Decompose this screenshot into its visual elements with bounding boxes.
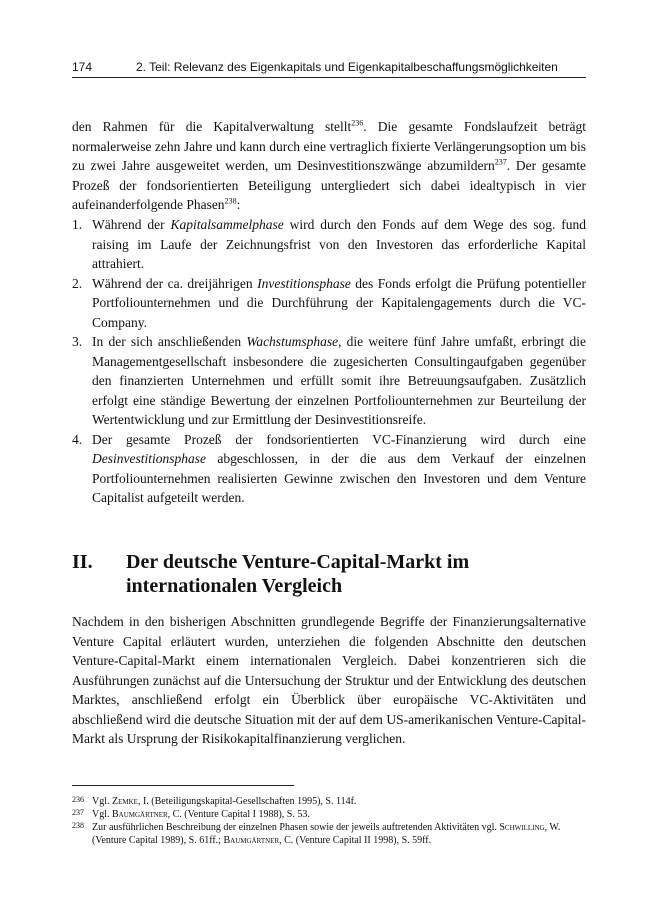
list-text: , die weitere fünf Jahre umfaßt, erbringt die Managementgesellschaft insbesondere die zugesicherten Consultingaufgaben gegenüber den finanzierten Unternehmen und erfüllt somit ihre Betreuungsaufgaben. Zusätzlich erfolgt eine ständige Bewertung der einzelnen Portfoliounternehmen zur Beurteilung der Wertentwicklung und zur Ermittlung der Desinvestitionsreife. — [92, 334, 586, 427]
footnote-text: Vgl. Baumgärtner, C. (Venture Capital I 1988), S. 53. — [92, 809, 310, 820]
author-name: Baumgärtner — [223, 835, 280, 846]
footnote-divider — [72, 785, 294, 786]
phase-term: Desinvestitionsphase — [92, 451, 206, 466]
footnote — [72, 821, 586, 847]
list-number: 1. — [72, 217, 83, 232]
intro-paragraph — [72, 117, 586, 215]
author-name: Zemke — [112, 796, 138, 807]
footnote-ref-237: 237 — [494, 157, 507, 167]
footnote-text: Vgl. Zemke, I. (Beteiligungskapital-Gesellschaften 1995), S. 114f. — [92, 796, 357, 807]
footnote-ref-238: 238 — [224, 196, 237, 206]
phase-term: Investitionsphase — [257, 275, 351, 291]
intro-text-1: den Rahmen für die Kapitalverwaltung stellt — [72, 119, 352, 134]
list-text: wird durch den Fonds auf dem Wege des sog. fund raising im Laufe der Zeichnungsfrist von den Investoren das erforderliche Kapital attrahiert. — [92, 217, 586, 271]
author-name: Schwilling — [499, 822, 545, 833]
list-item — [72, 215, 586, 274]
running-title: 2. Teil: Relevanz des Eigenkapitals und Eigenkapitalbeschaffungsmöglichkeiten — [136, 60, 558, 74]
intro-text-2: . Die gesamte Fondslaufzeit beträgt normalerweise zehn Jahre und kann durch eine vertraglich fixierte Verlängerungsoption um bis zu zwei Jahre ausgeweitet werden, um Desinvestitionszwänge abzumildern — [72, 119, 586, 173]
list-text: Der gesamte Prozeß der fondsorientierten VC-Finanzierung wird durch eine — [92, 431, 586, 447]
list-text: abgeschlossen, in der die aus dem Verkauf der einzelnen Portfoliounternehmen realisierten Gewinne zwischen den Investoren und dem Venture Capitalist aufgeteilt werden. — [92, 451, 586, 505]
list-item — [72, 274, 586, 333]
footnote — [72, 808, 586, 821]
footnote-number: 237 — [72, 808, 84, 817]
list-number: 2. — [72, 275, 83, 291]
running-header — [72, 60, 586, 78]
list-text: des Fonds erfolgt die Prüfung potentieller Portfoliounternehmen und die Durchführung der Kapitalengagements durch die VC-Company. — [92, 275, 586, 330]
section-heading — [72, 550, 586, 598]
list-text: In der sich anschließenden — [92, 334, 247, 349]
section-number: II. — [72, 551, 93, 573]
list-item — [72, 332, 586, 430]
phase-term: Kapitalsammelphase — [170, 217, 284, 232]
footnotes — [72, 795, 586, 847]
author-name: Baumgärtner — [112, 809, 168, 820]
list-number: 4. — [72, 431, 83, 447]
footnote-ref-236: 236 — [351, 118, 364, 128]
footnote-number: 236 — [72, 795, 84, 804]
list-number: 3. — [72, 334, 83, 349]
phase-list — [72, 215, 586, 508]
phase-term: Wachstumsphase — [246, 334, 339, 349]
footnote — [72, 795, 586, 808]
list-item — [72, 430, 586, 508]
list-text: Während der — [92, 217, 171, 232]
intro-text-3: . Der gesamte Prozeß der fondsorientierten Beteiligung untergliedert sich dabei idealtypisch in vier aufeinanderfolgende Phasen — [72, 158, 587, 212]
page-number: 174 — [72, 60, 93, 74]
footnote-number: 238 — [72, 821, 84, 830]
list-text: Während der ca. dreijährigen — [92, 275, 258, 291]
section-title: Der deutsche Venture-Capital-Markt im internationalen Vergleich — [126, 551, 470, 597]
footnote-text: Zur ausführlichen Beschreibung der einzelnen Phasen sowie der jeweils auftretenden Aktivitäten vgl. Schwilling, W. (Venture Capital 1989), S. 61ff.; Baumgärtner, C. (Venture Capital II 1998), S. 59ff. — [92, 822, 561, 846]
body-paragraph: Nachdem in den bisherigen Abschnitten grundlegende Begriffe der Finanzierungsalternative Venture Capital erläutert wurden, unterziehen die folgenden Abschnitte den deutschen Venture-Capital-Markt einem internationalen Vergleich. Dabei konzentrieren sich die Ausführungen zunächst auf die Untersuchung der Struktur und der Entwicklung des deutschen Marktes, anschließend erfolgt ein Überblick über europäische VC-Aktivitäten und abschließend wird die deutsche Situation mit der auf dem US-amerikanischen Venture-Capital-Markt als Ursprung der Risikokapitalfinanzierung verglichen. — [72, 614, 586, 746]
intro-text-4: : — [236, 197, 241, 212]
